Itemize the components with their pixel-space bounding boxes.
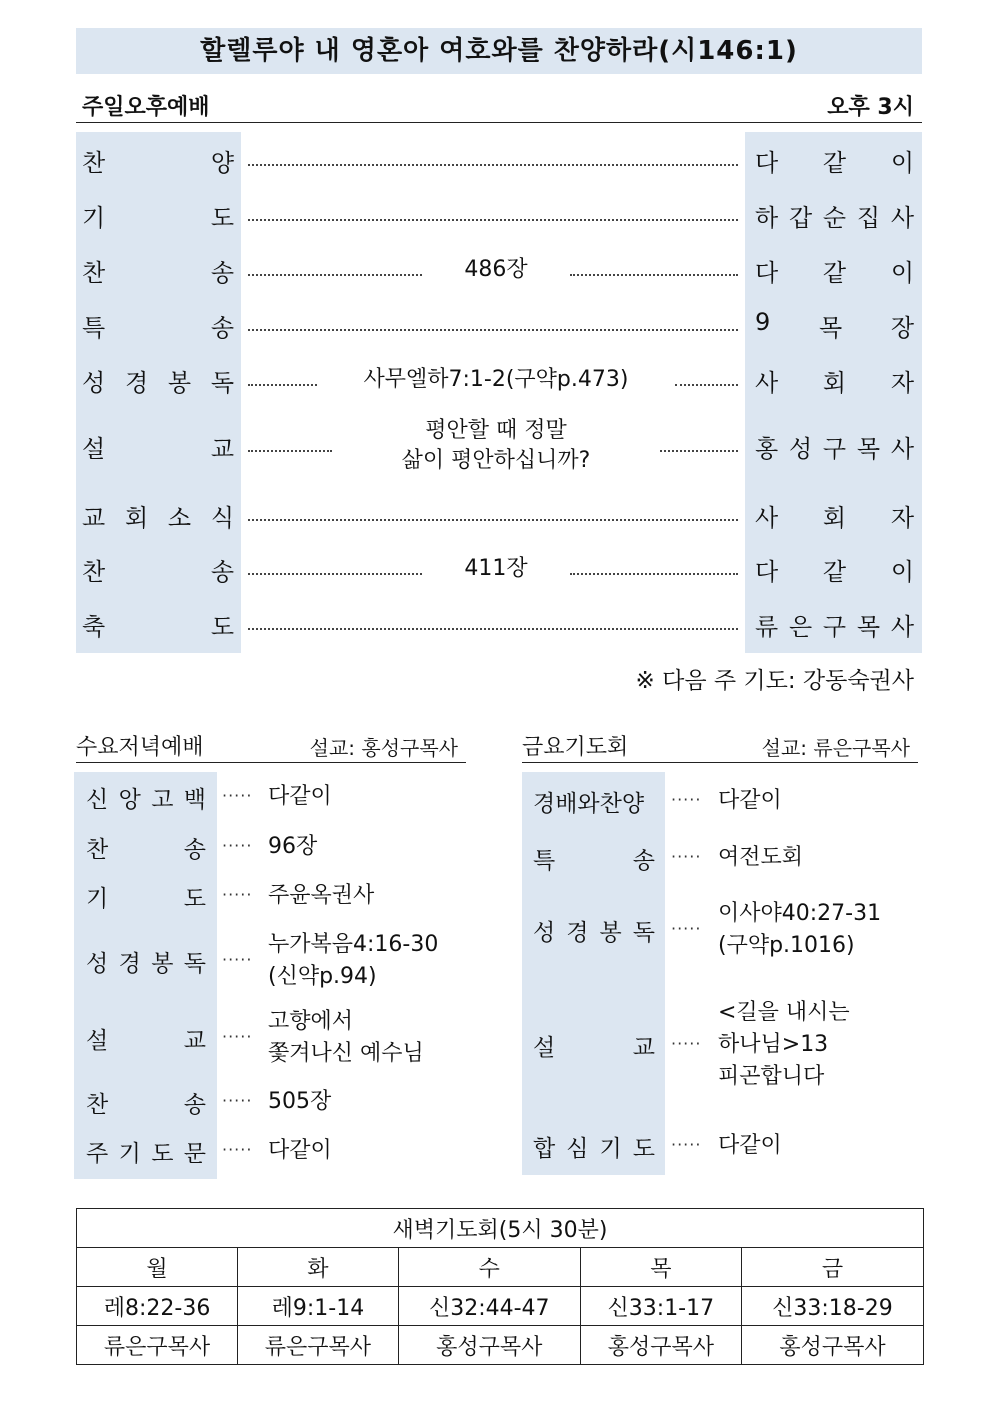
sunday-order-label-char: 설 bbox=[82, 435, 106, 463]
friday-item-label-char: 송 bbox=[632, 848, 655, 874]
dot-leader bbox=[675, 384, 738, 386]
dot-leader bbox=[248, 519, 738, 521]
sunday-order-label-char: 찬 bbox=[82, 149, 106, 177]
dot-leader: ····· bbox=[671, 919, 702, 938]
wednesday-item-label-char: 독 bbox=[183, 951, 206, 977]
wednesday-item-label bbox=[86, 1086, 206, 1119]
friday-label-column bbox=[522, 772, 665, 1175]
sunday-order-label-char: 찬 bbox=[82, 558, 106, 586]
friday-item-label-char: 경 bbox=[566, 920, 589, 946]
friday-title: 금요기도회 bbox=[522, 735, 629, 760]
sunday-order-person-char: 사 bbox=[890, 613, 914, 641]
wednesday-item-label-char: 교 bbox=[183, 1028, 206, 1054]
sunday-order-content: 사무엘하7:1-2(구약p.473) bbox=[363, 367, 629, 392]
sunday-order-person-char: 이 bbox=[890, 149, 914, 177]
dot-leader: ····· bbox=[671, 1034, 702, 1053]
wednesday-item-label bbox=[86, 831, 206, 864]
sunday-order-label-char: 회 bbox=[124, 504, 149, 532]
sunday-order-label bbox=[82, 308, 234, 343]
leader-cell: 홍성구목사 bbox=[741, 1326, 923, 1365]
sunday-order-label bbox=[82, 552, 234, 587]
dot-leader: ····· bbox=[222, 836, 253, 855]
wednesday-item-label-char: 기 bbox=[86, 886, 109, 912]
friday-item-value: <길을 내시는 하나님>13 피곤합니다 bbox=[718, 1000, 850, 1089]
friday-item-label bbox=[533, 1130, 655, 1163]
sunday-order-person-char: 순 bbox=[822, 204, 847, 232]
sunday-order-person-char: 장 bbox=[890, 314, 914, 342]
sunday-order-person-char: 목 bbox=[818, 314, 843, 342]
friday-item-label-char: 설 bbox=[533, 1035, 556, 1061]
sunday-order-label-char: 도 bbox=[210, 613, 234, 641]
wednesday-item-value: 다같이 bbox=[268, 784, 332, 809]
wednesday-item-label-char: 찬 bbox=[86, 1092, 109, 1118]
sunday-order-label-char: 축 bbox=[82, 613, 106, 641]
day-cell: 금 bbox=[741, 1248, 923, 1287]
passage-cell: 신33:18-29 bbox=[741, 1287, 923, 1326]
dawn-title: 새벽기도회(5시 30분) bbox=[77, 1209, 924, 1248]
sunday-order-label bbox=[82, 253, 234, 288]
friday-item-label-char: 경배와찬양 bbox=[533, 791, 645, 817]
dot-leader bbox=[248, 573, 422, 575]
sunday-title: 주일오후예배 bbox=[82, 95, 210, 120]
wednesday-title: 수요저녁예배 bbox=[76, 735, 204, 760]
sunday-order-person-char: 자 bbox=[890, 504, 914, 532]
sunday-order-row bbox=[76, 308, 922, 342]
sunday-order-person-char: 회 bbox=[822, 369, 847, 397]
dot-leader: ····· bbox=[222, 1140, 253, 1159]
dot-leader bbox=[248, 450, 332, 452]
sunday-order-row bbox=[76, 198, 922, 232]
sunday-order-person bbox=[755, 363, 914, 398]
sunday-order-person-char: 사 bbox=[755, 369, 779, 397]
sunday-order-person bbox=[755, 607, 914, 642]
sunday-order-person-char: 9 bbox=[755, 308, 771, 336]
sunday-order-person-char: 목 bbox=[856, 435, 881, 463]
friday-item-label-char: 합 bbox=[533, 1136, 556, 1162]
sunday-order-person-char: 류 bbox=[755, 613, 779, 641]
sunday-order-person-char: 다 bbox=[755, 259, 779, 287]
sunday-order-person-char: 회 bbox=[822, 504, 847, 532]
dot-leader: ····· bbox=[222, 1091, 253, 1110]
wednesday-item-value: 다같이 bbox=[268, 1138, 332, 1163]
wednesday-item-value: 96장 bbox=[268, 834, 318, 859]
dot-leader bbox=[248, 329, 738, 331]
passage-cell: 레8:22-36 bbox=[77, 1287, 238, 1326]
sunday-order-label bbox=[82, 198, 234, 233]
wednesday-item-value: 누가복음4:16-30 (신약p.94) bbox=[268, 932, 439, 989]
dot-leader: ····· bbox=[671, 847, 702, 866]
friday-item-label-char: 교 bbox=[632, 1035, 655, 1061]
sunday-order-person-char: 같 bbox=[822, 259, 847, 287]
sunday-order-label-char: 교 bbox=[210, 435, 234, 463]
wednesday-item-value: 주윤옥권사 bbox=[268, 883, 375, 908]
wednesday-item-label-char: 송 bbox=[183, 1092, 206, 1118]
sunday-order-person-char: 자 bbox=[890, 369, 914, 397]
dot-leader: ····· bbox=[671, 1135, 702, 1154]
day-cell: 수 bbox=[398, 1248, 580, 1287]
wednesday-item-label-char: 성 bbox=[86, 951, 109, 977]
dot-leader bbox=[248, 274, 422, 276]
sunday-order-label-char: 특 bbox=[82, 314, 106, 342]
sunday-order-row bbox=[76, 552, 922, 586]
dot-leader bbox=[248, 219, 738, 221]
sunday-order-row bbox=[76, 498, 922, 532]
sunday-order-person-char: 이 bbox=[890, 558, 914, 586]
wednesday-item-label-char: 봉 bbox=[151, 951, 174, 977]
sunday-order-person bbox=[755, 143, 914, 178]
sunday-order-label bbox=[82, 498, 234, 533]
dawn-prayer-table bbox=[76, 1208, 924, 1365]
wednesday-item-label bbox=[86, 1022, 206, 1055]
sunday-time: 오후 3시 bbox=[827, 95, 914, 120]
friday-item-label bbox=[533, 785, 655, 818]
sunday-order-person bbox=[755, 198, 914, 233]
dot-leader: ····· bbox=[222, 885, 253, 904]
wednesday-preacher: 설교: 홍성구목사 bbox=[309, 736, 458, 760]
sunday-header bbox=[76, 86, 922, 123]
friday-item-label-char: 성 bbox=[533, 920, 556, 946]
sunday-order-label-char: 봉 bbox=[167, 369, 192, 397]
sunday-order-person-char: 같 bbox=[822, 558, 847, 586]
sunday-order-person-char: 다 bbox=[755, 149, 779, 177]
sunday-order-label-char: 송 bbox=[210, 314, 234, 342]
wednesday-item-label-char: 신 bbox=[86, 787, 109, 813]
sunday-order-label-char: 교 bbox=[82, 504, 106, 532]
wednesday-item-value: 고향에서 쫓겨나신 예수님 bbox=[268, 1009, 424, 1066]
dot-leader bbox=[248, 384, 317, 386]
page-banner: 할렐루야 내 영혼아 여호와를 찬양하라(시146:1) bbox=[76, 28, 922, 74]
sunday-order-person bbox=[755, 308, 914, 343]
friday-preacher: 설교: 류은구목사 bbox=[761, 736, 910, 760]
wednesday-item-label-char: 송 bbox=[183, 837, 206, 863]
friday-item-value: 이사야40:27-31 (구약p.1016) bbox=[718, 901, 882, 958]
sunday-order-person-char: 다 bbox=[755, 558, 779, 586]
dawn-leaders-row bbox=[77, 1326, 924, 1365]
sunday-order-row bbox=[76, 363, 922, 397]
sunday-order-person bbox=[755, 253, 914, 288]
friday-item-value: 여전도회 bbox=[718, 845, 804, 870]
dot-leader: ····· bbox=[222, 950, 253, 969]
friday-item-label-char: 특 bbox=[533, 848, 556, 874]
next-prayer-note: ※ 다음 주 기도: 강동숙권사 bbox=[635, 668, 914, 694]
sunday-order-person-char: 목 bbox=[856, 613, 881, 641]
wednesday-item-label bbox=[86, 781, 206, 814]
sunday-order-person-char: 은 bbox=[788, 613, 813, 641]
leader-cell: 홍성구목사 bbox=[398, 1326, 580, 1365]
sunday-order-row bbox=[76, 253, 922, 287]
friday-item-label-char: 심 bbox=[566, 1136, 589, 1162]
sunday-order-person-char: 홍 bbox=[755, 435, 779, 463]
sunday-order-label-char: 소 bbox=[167, 504, 192, 532]
wednesday-item-label-char: 도 bbox=[151, 1141, 174, 1167]
sunday-order-person-char: 사 bbox=[890, 435, 914, 463]
dot-leader: ····· bbox=[222, 1027, 253, 1046]
dot-leader bbox=[570, 274, 738, 276]
sunday-order-label bbox=[82, 363, 234, 398]
friday-item-value: 다같이 bbox=[718, 788, 782, 813]
sunday-order-person-char: 성 bbox=[788, 435, 813, 463]
friday-item-label-char: 독 bbox=[632, 920, 655, 946]
wednesday-item-label-char: 설 bbox=[86, 1028, 109, 1054]
sunday-order-person bbox=[755, 498, 914, 533]
wednesday-item-label-char: 경 bbox=[118, 951, 141, 977]
wednesday-item-label-char: 문 bbox=[183, 1141, 206, 1167]
sunday-order-label-char: 성 bbox=[82, 369, 106, 397]
sunday-order-row bbox=[76, 607, 922, 641]
leader-cell: 류은구목사 bbox=[77, 1326, 238, 1365]
wednesday-item-label-char: 도 bbox=[183, 886, 206, 912]
sunday-order-label-char: 양 bbox=[210, 149, 234, 177]
friday-item-label bbox=[533, 842, 655, 875]
wednesday-item-label-char: 주 bbox=[86, 1141, 109, 1167]
sunday-order-person bbox=[755, 429, 914, 464]
sunday-order-label-char: 찬 bbox=[82, 259, 106, 287]
sunday-order-label bbox=[82, 607, 234, 642]
dot-leader bbox=[248, 164, 738, 166]
sunday-order-label-char: 경 bbox=[124, 369, 149, 397]
sunday-order-person-char: 하 bbox=[755, 204, 779, 232]
passage-cell: 신33:1-17 bbox=[580, 1287, 741, 1326]
sunday-order-content: 411장 bbox=[464, 556, 528, 581]
sunday-order-person-char: 집 bbox=[856, 204, 881, 232]
friday-item-label-char: 봉 bbox=[599, 920, 622, 946]
sunday-order-label bbox=[82, 143, 234, 178]
sunday-order-content: 486장 bbox=[464, 257, 528, 282]
sunday-order-person-char: 같 bbox=[822, 149, 847, 177]
dot-leader bbox=[248, 628, 738, 630]
friday-item-label bbox=[533, 914, 655, 947]
sunday-order-label bbox=[82, 429, 234, 464]
friday-item-label-char: 도 bbox=[632, 1136, 655, 1162]
friday-item-label bbox=[533, 1029, 655, 1062]
sunday-order-row bbox=[76, 418, 922, 473]
sunday-order-label-char: 도 bbox=[210, 204, 234, 232]
dot-leader bbox=[570, 573, 738, 575]
sunday-order-label-char: 송 bbox=[210, 558, 234, 586]
wednesday-item-label-char: 고 bbox=[151, 787, 174, 813]
friday-header bbox=[522, 730, 918, 763]
wednesday-item-label bbox=[86, 945, 206, 978]
sunday-order-person-char: 사 bbox=[890, 204, 914, 232]
sunday-order-label-char: 기 bbox=[82, 204, 106, 232]
sunday-order-person-char: 갑 bbox=[788, 204, 813, 232]
day-cell: 화 bbox=[238, 1248, 399, 1287]
sunday-order-person-char: 구 bbox=[822, 613, 847, 641]
passage-cell: 신32:44-47 bbox=[398, 1287, 580, 1326]
dot-leader: ····· bbox=[222, 786, 253, 805]
wednesday-item-value: 505장 bbox=[268, 1089, 332, 1114]
passage-cell: 레9:1-14 bbox=[238, 1287, 399, 1326]
leader-cell: 류은구목사 bbox=[238, 1326, 399, 1365]
day-cell: 월 bbox=[77, 1248, 238, 1287]
sunday-order-row bbox=[76, 143, 922, 177]
sunday-order-label-char: 독 bbox=[210, 369, 234, 397]
wednesday-item-label-char: 앙 bbox=[118, 787, 141, 813]
day-cell: 목 bbox=[580, 1248, 741, 1287]
wednesday-item-label bbox=[86, 1135, 206, 1168]
sunday-order-person-char: 구 bbox=[822, 435, 847, 463]
dawn-days-row bbox=[77, 1248, 924, 1287]
dot-leader: ····· bbox=[671, 790, 702, 809]
wednesday-item-label-char: 백 bbox=[183, 787, 206, 813]
sunday-order-content: 평안할 때 정말 삶이 평안하십니까? bbox=[401, 418, 591, 473]
wednesday-item-label-char: 찬 bbox=[86, 837, 109, 863]
sunday-order-label-char: 송 bbox=[210, 259, 234, 287]
wednesday-item-label bbox=[86, 880, 206, 913]
friday-item-value: 다같이 bbox=[718, 1133, 782, 1158]
friday-item-label-char: 기 bbox=[599, 1136, 622, 1162]
dot-leader bbox=[660, 450, 738, 452]
sunday-order-label-char: 식 bbox=[210, 504, 234, 532]
sunday-order-person-char: 이 bbox=[890, 259, 914, 287]
sunday-order-person bbox=[755, 552, 914, 587]
wednesday-item-label-char: 기 bbox=[118, 1141, 141, 1167]
wednesday-header bbox=[76, 730, 466, 763]
dawn-passages-row bbox=[77, 1287, 924, 1326]
leader-cell: 홍성구목사 bbox=[580, 1326, 741, 1365]
sunday-order-person-char: 사 bbox=[755, 504, 779, 532]
